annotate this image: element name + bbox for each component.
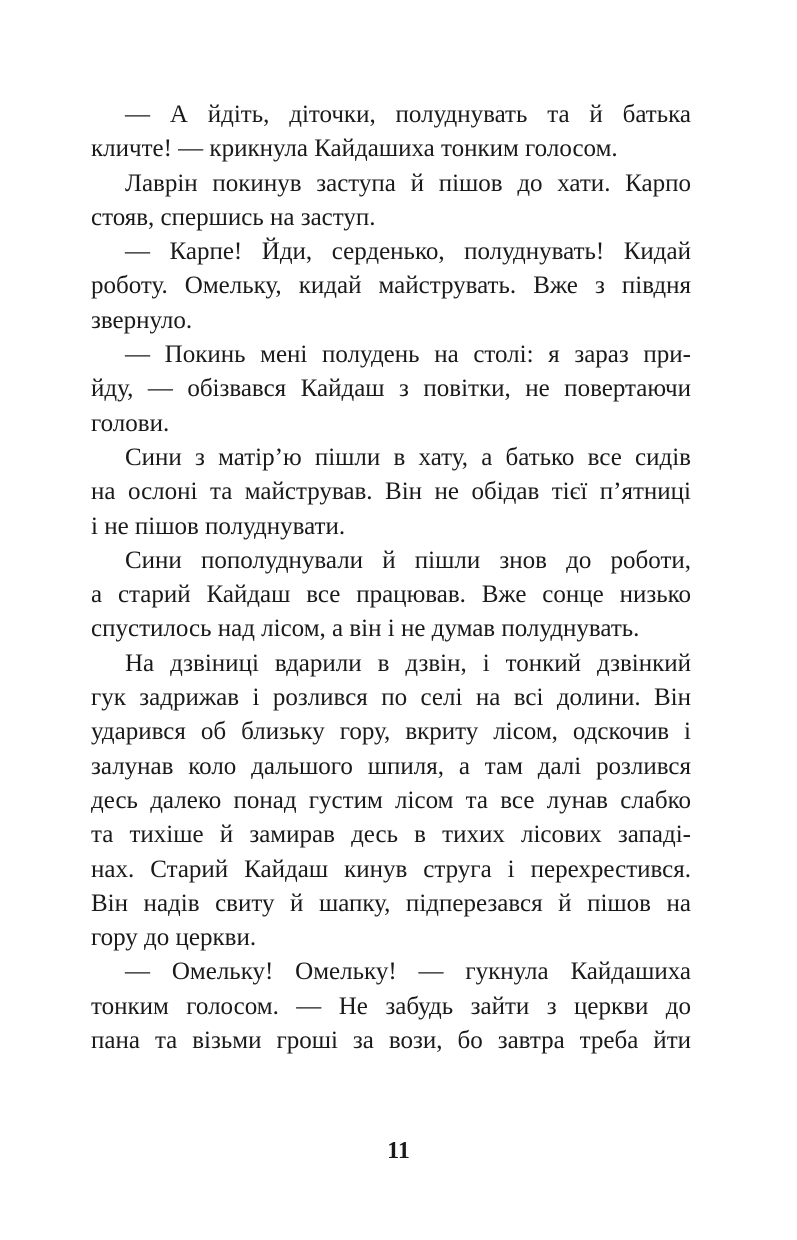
text-line: а старий Кайдаш все працював. Вже сонце низько	[91, 581, 691, 609]
text-line: Він надів свиту й шапку, підперезався й пішов на	[91, 889, 691, 917]
text-line: — Карпе! Йди, серденько, полуднувать! Кидай	[125, 238, 691, 266]
text-line: стояв, спершись на заступ.	[91, 203, 376, 231]
text-line: роботу. Омельку, кидай майструвать. Вже з півдня	[91, 272, 691, 300]
text-line: йду, — обізвався Кайдаш з повітки, не повертаючи	[91, 375, 691, 403]
text-line: нах. Старий Кайдаш кинув струга і перехрестився.	[91, 855, 691, 883]
text-line: пана та візьми гроші за вози, бо завтра треба йти	[91, 1027, 691, 1055]
body-text	[91, 98, 691, 1058]
text-line: звернуло.	[91, 306, 193, 334]
text-line: Лаврін покинув заступа й пішов до хати. Карпо	[125, 169, 691, 197]
text-line: голови.	[91, 409, 170, 437]
text-line: спустилось над лісом, а він і не думав полуднувать.	[91, 615, 640, 643]
text-line: і не пішов полуднувати.	[91, 512, 346, 540]
text-line: гук задрижав і розлився по селі на всі долини. Він	[91, 684, 691, 712]
text-line: кличте! — крикнула Кайдашиха тонким голосом.	[91, 135, 618, 163]
text-line: десь далеко понад густим лісом та все лунав слабко	[91, 786, 691, 814]
text-line: — А йдіть, діточки, полуднувать та й батька	[125, 101, 691, 128]
text-line: на ослоні та майстрував. Він не обідав тієї п’ятниці	[91, 478, 691, 506]
text-line: тонким голосом. — Не забудь зайти з церкви до	[91, 992, 691, 1020]
text-line: гору до церкви.	[91, 924, 257, 952]
text-line: Сини пополуднували й пішли знов до роботи,	[125, 546, 691, 574]
text-line: — Омельку! Омельку! — гукнула Кайдашиха	[125, 958, 691, 986]
text-line: Сини з матір’ю пішли в хату, а батько все сидів	[125, 443, 691, 471]
text-line: та тихіше й замирав десь в тихих лісових западі-	[91, 821, 691, 849]
text-line: — Покинь мені полудень на столі: я зараз при-	[125, 341, 691, 369]
page-number: 11	[387, 1138, 410, 1164]
text-line: залунав коло дальшого шпиля, а там далі розлився	[91, 752, 691, 780]
text-line: На дзвіниці вдарили в дзвін, і тонкий дзвінкий	[125, 649, 691, 677]
text-line: ударився об близьку гору, вкриту лісом, одскочив і	[91, 718, 691, 746]
